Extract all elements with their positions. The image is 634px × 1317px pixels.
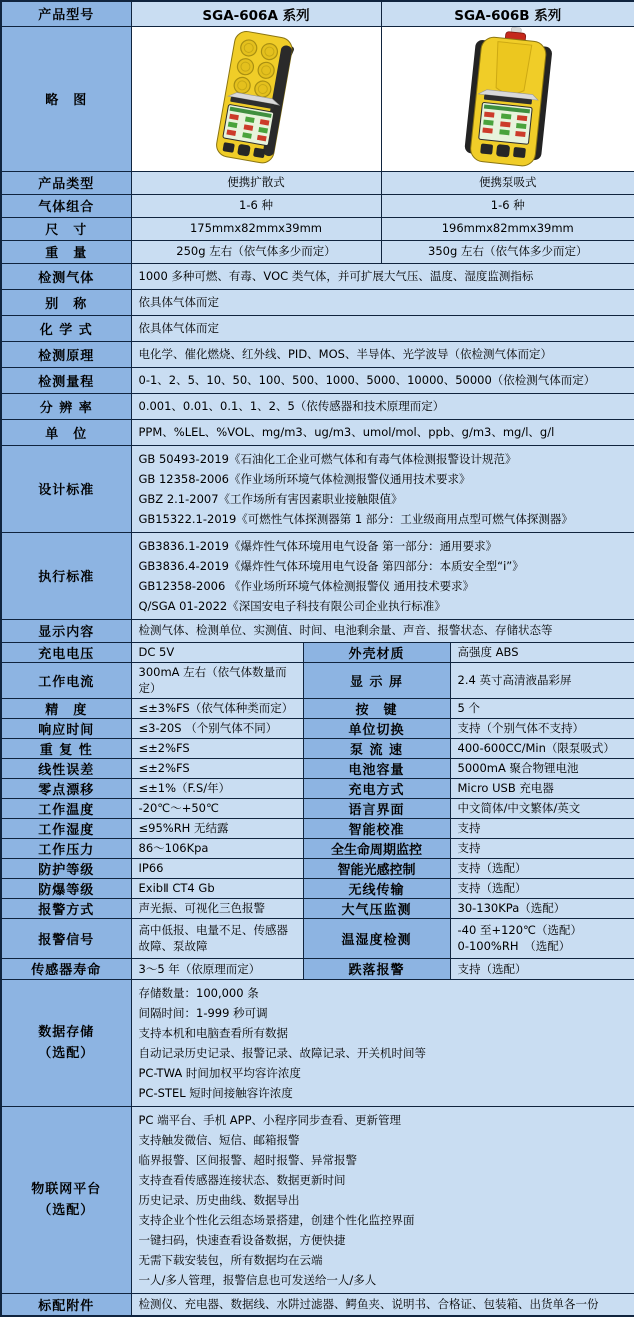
feature-line: 历史记录、历史曲线、数据导出 bbox=[138, 1192, 300, 1207]
design-standards-row bbox=[1, 445, 634, 532]
row-label-line: （选配） bbox=[38, 1202, 95, 1218]
table-row bbox=[1, 898, 634, 918]
row-label: 工作压力 bbox=[1, 838, 131, 858]
row-label-line: 数据存储 bbox=[38, 1024, 95, 1040]
value-a: 便携扩散式 bbox=[131, 171, 381, 194]
row-label-2: 无线传输 bbox=[303, 878, 450, 898]
row-label bbox=[1, 979, 131, 1106]
feature-line: 自动记录历史记录、报警记录、故障记录、开关机时间等 bbox=[138, 1045, 426, 1060]
device-b-image bbox=[382, 27, 634, 170]
row-label: 检测气体 bbox=[1, 263, 131, 289]
table-row bbox=[1, 698, 634, 718]
feature-line: PC-TWA 时间加权平均容许浓度 bbox=[138, 1065, 301, 1080]
row-value-2: 支持 bbox=[450, 818, 634, 838]
table-row bbox=[1, 171, 634, 194]
table-row bbox=[1, 738, 634, 758]
row-value-2 bbox=[450, 918, 634, 958]
row-value-1: 3～5 年（依原理而定） bbox=[131, 958, 303, 979]
table-row bbox=[1, 778, 634, 798]
row-label: 显示内容 bbox=[1, 619, 131, 642]
feature-line: 支持本机和电脑查看所有数据 bbox=[138, 1025, 288, 1040]
feature-line: 一键扫码，快速查看设备数据，方便快捷 bbox=[138, 1232, 346, 1247]
table-header-row bbox=[1, 1, 634, 26]
device-a-image bbox=[132, 27, 380, 170]
row-value: 检测气体、检测单位、实测值、时间、电池剩余量、声音、报警状态、存储状态等 bbox=[131, 619, 634, 642]
row-label-2: 泵 流 速 bbox=[303, 738, 450, 758]
row-label-2: 大气压监测 bbox=[303, 898, 450, 918]
value-b: 便携泵吸式 bbox=[381, 171, 634, 194]
row-label: 零点漂移 bbox=[1, 778, 131, 798]
row-label: 单 位 bbox=[1, 419, 131, 445]
row-value-2: 5 个 bbox=[450, 698, 634, 718]
row-label-2: 充电方式 bbox=[303, 778, 450, 798]
row-label: 防护等级 bbox=[1, 858, 131, 878]
row-value-1: -20℃～+50℃ bbox=[131, 798, 303, 818]
table-row bbox=[1, 619, 634, 642]
row-value-1: ≤3-20S （个别气体不同） bbox=[131, 718, 303, 738]
row-label-line: 物联网平台 bbox=[31, 1181, 102, 1197]
table-row bbox=[1, 718, 634, 738]
row-label-2: 单位切换 bbox=[303, 718, 450, 738]
table-row bbox=[1, 958, 634, 979]
row-value-1: 声光振、可视化三色报警 bbox=[131, 898, 303, 918]
standard-line: GB 50493-2019《石油化工企业可燃气体和有毒气体检测报警设计规范》 bbox=[138, 451, 517, 466]
device-b-image-cell bbox=[381, 26, 634, 171]
row-label: 防爆等级 bbox=[1, 878, 131, 898]
row-value: 检测仪、充电器、数据线、水阱过滤器、鳄鱼夹、说明书、合格证、包装箱、出货单各一份 bbox=[131, 1293, 634, 1316]
row-value-2: 支持 bbox=[450, 838, 634, 858]
standard-line: GB3836.4-2019《爆炸性气体环境用电气设备 第四部分：本质安全型“i”》 bbox=[138, 558, 524, 573]
row-label: 检测量程 bbox=[1, 367, 131, 393]
row-label: 重 复 性 bbox=[1, 738, 131, 758]
row-label-2: 按 键 bbox=[303, 698, 450, 718]
row-label bbox=[1, 1106, 131, 1293]
row-label-2: 温湿度检测 bbox=[303, 918, 450, 958]
table-row bbox=[1, 315, 634, 341]
row-value: 依具体气体而定 bbox=[131, 289, 634, 315]
feature-line: 一人/多人管理，报警信息也可发送给一人/多人 bbox=[138, 1272, 377, 1287]
row-value: 1000 多种可燃、有毒、VOC 类气体，并可扩展大气压、温度、湿度监测指标 bbox=[131, 263, 634, 289]
row-label: 充电电压 bbox=[1, 642, 131, 662]
standard-line: Q/SGA 01-2022《深国安电子科技有限公司企业执行标准》 bbox=[138, 598, 446, 613]
row-label: 分 辨 率 bbox=[1, 393, 131, 419]
standard-line: GB3836.1-2019《爆炸性气体环境用电气设备 第一部分：通用要求》 bbox=[138, 538, 498, 553]
value-b: 196mmx82mmx39mm bbox=[381, 217, 634, 240]
row-label: 报警信号 bbox=[1, 918, 131, 958]
table-row bbox=[1, 393, 634, 419]
row-value: 0.001、0.01、0.1、1、2、5（依传感器和技术原理而定） bbox=[131, 393, 634, 419]
table-row bbox=[1, 194, 634, 217]
row-label: 产品类型 bbox=[1, 171, 131, 194]
row-label: 化 学 式 bbox=[1, 315, 131, 341]
data-storage-row bbox=[1, 979, 634, 1106]
row-label: 标配附件 bbox=[1, 1293, 131, 1316]
row-value-2: 5000mA 聚合物锂电池 bbox=[450, 758, 634, 778]
row-value-2: 支持（选配） bbox=[450, 958, 634, 979]
row-label: 气体组合 bbox=[1, 194, 131, 217]
row-label: 工作温度 bbox=[1, 798, 131, 818]
row-label-2: 跌落报警 bbox=[303, 958, 450, 979]
row-label: 线性误差 bbox=[1, 758, 131, 778]
row-value: 依具体气体而定 bbox=[131, 315, 634, 341]
standard-line: GB15322.1-2019《可燃性气体探测器第 1 部分：工业级商用点型可燃气体探测器》 bbox=[138, 511, 573, 526]
row-value-2: 支持（选配） bbox=[450, 858, 634, 878]
temp-range-line: -40 至+120℃（选配） bbox=[457, 922, 582, 937]
row-label: 设计标准 bbox=[1, 445, 131, 532]
row-label-2: 语言界面 bbox=[303, 798, 450, 818]
table-row bbox=[1, 217, 634, 240]
row-value-2: 高强度 ABS bbox=[450, 642, 634, 662]
iot-platform-row bbox=[1, 1106, 634, 1293]
table-row bbox=[1, 367, 634, 393]
row-label: 精 度 bbox=[1, 698, 131, 718]
humidity-range-line: 0-100%RH （选配） bbox=[457, 939, 571, 954]
row-value-1: ≤±1%（F.S/年） bbox=[131, 778, 303, 798]
header-model-label: 产品型号 bbox=[1, 1, 131, 26]
row-value: 0-1、2、5、10、50、100、500、1000、5000、10000、50000（依检测气体而定） bbox=[131, 367, 634, 393]
table-row bbox=[1, 758, 634, 778]
row-label: 工作湿度 bbox=[1, 818, 131, 838]
table-row bbox=[1, 289, 634, 315]
row-label-2: 外壳材质 bbox=[303, 642, 450, 662]
row-value: 电化学、催化燃烧、红外线、PID、MOS、半导体、光学波导（依检测气体而定） bbox=[131, 341, 634, 367]
value-a: 1-6 种 bbox=[131, 194, 381, 217]
feature-line: PC 端平台、手机 APP、小程序同步查看、更新管理 bbox=[138, 1112, 402, 1127]
value-a: 175mmx82mmx39mm bbox=[131, 217, 381, 240]
row-value-1: 300mA 左右（依气体数量而定） bbox=[131, 662, 303, 698]
header-series-b: SGA-606B 系列 bbox=[381, 1, 634, 26]
device-a-image-cell bbox=[131, 26, 381, 171]
exec-standards-row bbox=[1, 532, 634, 619]
row-label: 报警方式 bbox=[1, 898, 131, 918]
row-label: 响应时间 bbox=[1, 718, 131, 738]
row-value-1: DC 5V bbox=[131, 642, 303, 662]
table-row bbox=[1, 858, 634, 878]
row-value-1: ExibⅡ CT4 Gb bbox=[131, 878, 303, 898]
data-storage-list bbox=[131, 979, 634, 1106]
table-row bbox=[1, 263, 634, 289]
value-b: 1-6 种 bbox=[381, 194, 634, 217]
feature-line: PC-STEL 短时间接触容许浓度 bbox=[138, 1085, 293, 1100]
table-row bbox=[1, 642, 634, 662]
table-row bbox=[1, 838, 634, 858]
feature-line: 间隔时间：1-999 秒可调 bbox=[138, 1005, 268, 1020]
row-value-1: ≤±3%FS（依气体种类而定） bbox=[131, 698, 303, 718]
row-label-line: （选配） bbox=[38, 1045, 95, 1061]
table-row bbox=[1, 818, 634, 838]
table-row bbox=[1, 240, 634, 263]
row-value-2: 400-600CC/Min（限泵吸式） bbox=[450, 738, 634, 758]
row-label-2: 全生命周期监控 bbox=[303, 838, 450, 858]
table-row bbox=[1, 878, 634, 898]
row-value-1: 高中低报、电量不足、传感器故障、泵故障 bbox=[131, 918, 303, 958]
accessories-row bbox=[1, 1293, 634, 1316]
table-row bbox=[1, 798, 634, 818]
feature-line: 支持触发微信、短信、邮箱报警 bbox=[138, 1132, 300, 1147]
feature-line: 支持查看传感器连接状态、数据更新时间 bbox=[138, 1172, 346, 1187]
row-label-2: 显 示 屏 bbox=[303, 662, 450, 698]
row-label-2: 电池容量 bbox=[303, 758, 450, 778]
design-standards-list bbox=[131, 445, 634, 532]
exec-standards-list bbox=[131, 532, 634, 619]
row-value-1: ≤±2%FS bbox=[131, 758, 303, 778]
standard-line: GBZ 2.1-2007《工作场所有害因素职业接触限值》 bbox=[138, 491, 403, 506]
row-label-2: 智能校准 bbox=[303, 818, 450, 838]
value-a: 250g 左右（依气体多少而定） bbox=[131, 240, 381, 263]
table-row bbox=[1, 341, 634, 367]
sketch-label: 略 图 bbox=[1, 26, 131, 171]
row-value: PPM、%LEL、%VOL、mg/m3、ug/m3、umol/mol、ppb、g/m3、mg/l、g/l bbox=[131, 419, 634, 445]
row-label: 尺 寸 bbox=[1, 217, 131, 240]
iot-feature-list bbox=[131, 1106, 634, 1293]
value-b: 350g 左右（依气体多少而定） bbox=[381, 240, 634, 263]
alarm-signal-row bbox=[1, 918, 634, 958]
row-value-2: 支持（个别气体不支持） bbox=[450, 718, 634, 738]
row-value-2: 2.4 英寸高清液晶彩屏 bbox=[450, 662, 634, 698]
feature-line: 无需下载安装包，所有数据均在云端 bbox=[138, 1252, 323, 1267]
row-value-1: ≤±2%FS bbox=[131, 738, 303, 758]
row-label-2: 智能光感控制 bbox=[303, 858, 450, 878]
feature-line: 临界报警、区间报警、超时报警、异常报警 bbox=[138, 1152, 357, 1167]
row-label: 工作电流 bbox=[1, 662, 131, 698]
feature-line: 存储数量：100,000 条 bbox=[138, 985, 259, 1000]
row-value-1: ≤95%RH 无结露 bbox=[131, 818, 303, 838]
sketch-row bbox=[1, 26, 634, 171]
standard-line: GB12358-2006 《作业场所环境气体检测报警仪 通用技术要求》 bbox=[138, 578, 475, 593]
feature-line: 支持企业个性化云组态场景搭建，创建个性化监控界面 bbox=[138, 1212, 415, 1227]
row-label: 别 称 bbox=[1, 289, 131, 315]
header-series-a: SGA-606A 系列 bbox=[131, 1, 381, 26]
row-value-1: 86～106Kpa bbox=[131, 838, 303, 858]
table-row bbox=[1, 662, 634, 698]
row-value-2: Micro USB 充电器 bbox=[450, 778, 634, 798]
row-value-2: 中文简体/中文繁体/英文 bbox=[450, 798, 634, 818]
row-label: 重 量 bbox=[1, 240, 131, 263]
row-label: 执行标准 bbox=[1, 532, 131, 619]
row-label: 检测原理 bbox=[1, 341, 131, 367]
row-label: 传感器寿命 bbox=[1, 958, 131, 979]
row-value-1: IP66 bbox=[131, 858, 303, 878]
table-row bbox=[1, 419, 634, 445]
row-value-2: 支持（选配） bbox=[450, 878, 634, 898]
standard-line: GB 12358-2006《作业场所环境气体检测报警仪通用技术要求》 bbox=[138, 471, 471, 486]
row-value-2: 30-130KPa（选配） bbox=[450, 898, 634, 918]
